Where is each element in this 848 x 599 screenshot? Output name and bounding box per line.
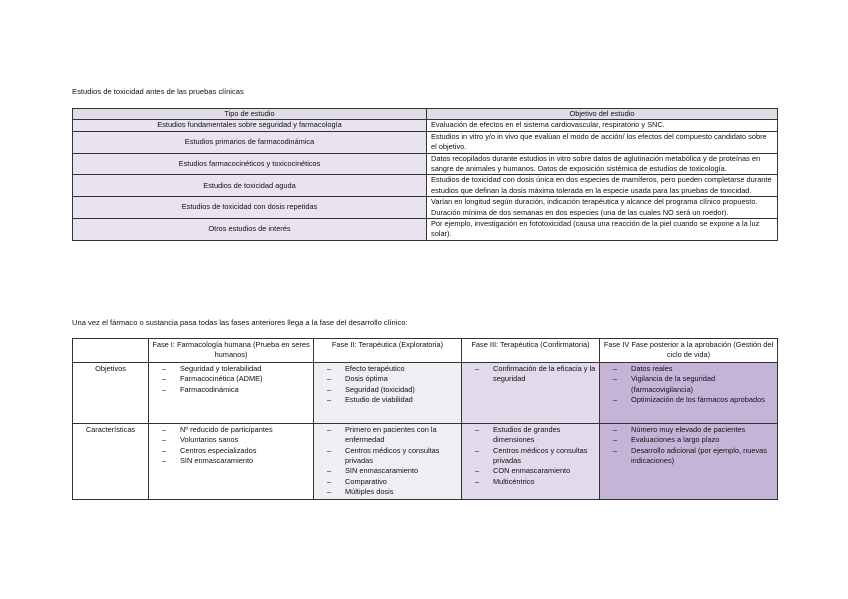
table-row xyxy=(73,153,778,175)
table-row xyxy=(73,219,778,241)
list-item: – Número muy elevado de pacientes xyxy=(603,425,774,435)
heading-clinical-phases: Una vez el fármaco o sustancia pasa todas las fases anteriores llega a la fase del desarrollo clínico: xyxy=(72,318,408,327)
table-row xyxy=(73,131,778,153)
list-item: – Dosis óptima xyxy=(317,374,458,384)
list-item: – SIN enmascaramiento xyxy=(317,466,458,476)
column-header xyxy=(73,339,149,363)
phase-2-characteristics xyxy=(314,423,462,499)
list-item: – Datos reales xyxy=(603,364,774,374)
study-objective-cell: Evaluación de efectos en el sistema cardiovascular, respiratorio y SNC. xyxy=(427,120,778,131)
list-item: – Optimización de los fármacos aprobados xyxy=(603,395,774,405)
study-objective-cell: Estudios de toxicidad con dosis única en dos especies de mamíferos, pero pueden completarse durante estudios que definan la dosis máxima tolerada en la especie usada para las pruebas de toxicidad. xyxy=(427,175,778,197)
study-objective-cell: Estudios in vitro y/o in vivo que evalúan el modo de acción/ los efectos del compuesto candidato sobre el objetivo. xyxy=(427,131,778,153)
list-item: – Centros especializados xyxy=(152,446,310,456)
column-header: Objetivo del estudio xyxy=(427,109,778,120)
list-item: – Comparativo xyxy=(317,477,458,487)
column-header: Fase I: Farmacología humana (Prueba en seres humanos) xyxy=(149,339,314,363)
heading-toxicity-studies: Estudios de toxicidad antes de las pruebas clínicas xyxy=(72,87,244,96)
list-item: – Evaluaciones a largo plazo xyxy=(603,435,774,445)
list-item: – Desarrollo adicional (por ejemplo, nuevas indicaciones) xyxy=(603,446,774,467)
study-objective-cell: Por ejemplo, investigación en fototoxicidad (causa una reacción de la piel cuando se expone a la luz solar). xyxy=(427,219,778,241)
table-row xyxy=(73,175,778,197)
phase-3-objectives xyxy=(462,362,600,423)
list-item: – CON enmascaramiento xyxy=(465,466,596,476)
list-item: – Farmacodinámica xyxy=(152,385,310,395)
phase-1-characteristics xyxy=(149,423,314,499)
study-type-cell: Estudios primarios de farmacodinámica xyxy=(73,131,427,153)
clinical-phases-table xyxy=(72,338,778,500)
table-header-row xyxy=(73,109,778,120)
table-header-row xyxy=(73,339,778,363)
list-item: – Múltiples dosis xyxy=(317,487,458,497)
table-row-caracteristicas xyxy=(73,423,778,499)
study-objective-cell: Datos recopilados durante estudios in vitro sobre datos de aglutinación metabólica y de proteínas en sangre de animales y humanos. Datos de exposición sistémica de estudios de toxicología. xyxy=(427,153,778,175)
list-item: – Estudio de viabilidad xyxy=(317,395,458,405)
list-item: – Centros médicos y consultas privadas xyxy=(317,446,458,467)
phase-1-objectives xyxy=(149,362,314,423)
row-label: Objetivos xyxy=(73,362,149,423)
table-row-objetivos xyxy=(73,362,778,423)
list-item: – Estudios de grandes dimensiones xyxy=(465,425,596,446)
table-row xyxy=(73,120,778,131)
list-item: – Efecto terapéutico xyxy=(317,364,458,374)
list-item: – Confirmación de la eficacia y la seguridad xyxy=(465,364,596,385)
study-type-cell: Estudios de toxicidad con dosis repetidas xyxy=(73,197,427,219)
list-item: – Multicéntrico xyxy=(465,477,596,487)
list-item: – Seguridad (toxicidad) xyxy=(317,385,458,395)
row-label: Características xyxy=(73,423,149,499)
list-item: – Centros médicos y consultas privadas xyxy=(465,446,596,467)
list-item: – Farmacocinética (ADME) xyxy=(152,374,310,384)
column-header: Fase II: Terapéutica (Exploratoria) xyxy=(314,339,462,363)
column-header: Tipo de estudio xyxy=(73,109,427,120)
phase-3-characteristics xyxy=(462,423,600,499)
list-item: – Nº reducido de participantes xyxy=(152,425,310,435)
study-objective-cell: Varían en longitud según duración, indicación terapéutica y alcance del programa clínico propuesto. Duración mínima de dos semanas en dos especies (una de las cuales NO será un roedor). xyxy=(427,197,778,219)
study-type-cell: Estudios fundamentales sobre seguridad y farmacología xyxy=(73,120,427,131)
column-header: Fase III: Terapéutica (Confirmatoria) xyxy=(462,339,600,363)
phase-4-objectives xyxy=(600,362,778,423)
phase-4-characteristics xyxy=(600,423,778,499)
list-item: – Seguridad y tolerabilidad xyxy=(152,364,310,374)
toxicity-studies-table xyxy=(72,108,778,241)
study-type-cell: Estudios de toxicidad aguda xyxy=(73,175,427,197)
list-item: – SIN enmascaramiento xyxy=(152,456,310,466)
phase-2-objectives xyxy=(314,362,462,423)
column-header: Fase IV Fase posterior a la aprobación (Gestión del ciclo de vida) xyxy=(600,339,778,363)
study-type-cell: Estudios farmacocinéticos y toxicocinéticos xyxy=(73,153,427,175)
list-item: – Voluntarios sanos xyxy=(152,435,310,445)
list-item: – Primero en pacientes con la enfermedad xyxy=(317,425,458,446)
table-row xyxy=(73,197,778,219)
study-type-cell: Otros estudios de interés xyxy=(73,219,427,241)
list-item: – Vigilancia de la seguridad (farmacovigilancia) xyxy=(603,374,774,395)
